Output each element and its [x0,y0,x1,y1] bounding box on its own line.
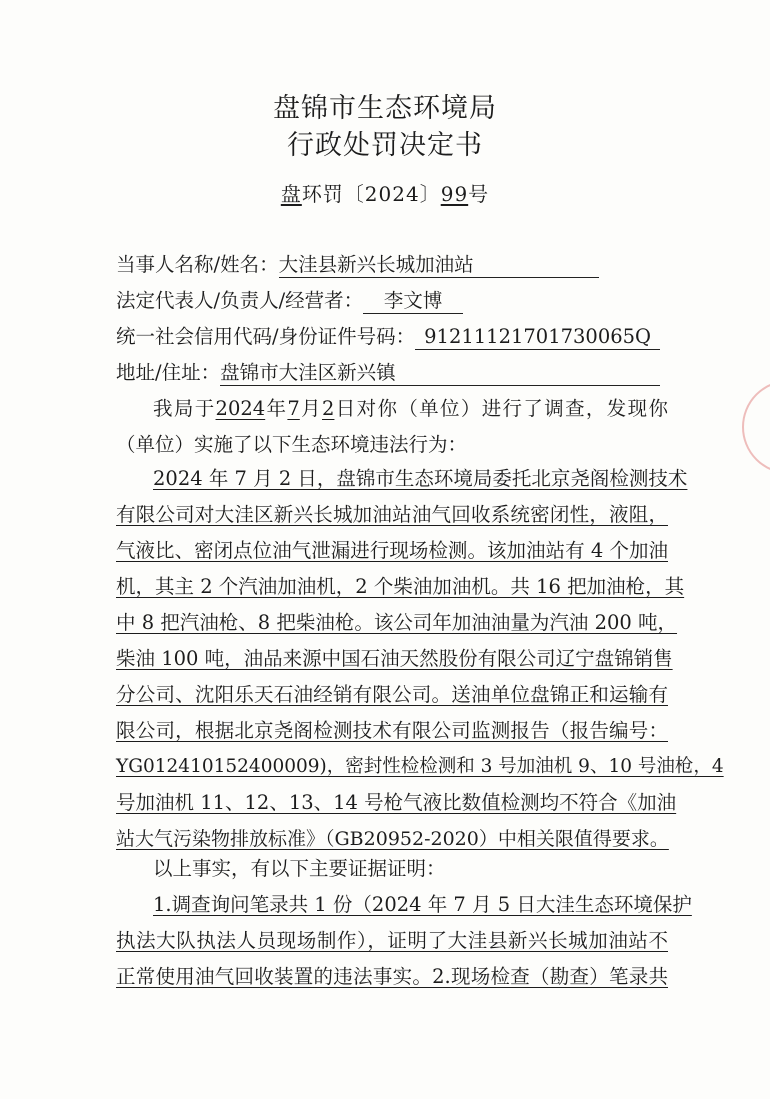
evidence-text: 执法大队执法人员现场制作），证明了大洼县新兴长城加油站不 [116,929,668,952]
violation-text: 气液比、密闭点位油气泄漏进行现场检测。该加油站有 4 个加油 [116,539,668,562]
intro-month: 7 [287,397,300,420]
evidence-line [153,892,692,920]
party-name-value: 大洼县新兴长城加油站 [279,253,599,278]
address-value: 盘锦市大洼区新兴镇 [220,361,660,386]
violation-text: 站大气污染物排放标准》（GB20952-2020）中相关限值得要求。 [116,828,669,850]
violation-line [116,790,677,818]
intro-day: 2 [322,397,335,420]
violation-text: 分公司、沈阳乐天石油经销有限公司。送油单位盘锦正和运输有 [116,683,668,706]
representative-field [116,288,463,314]
credit-code-field [116,324,660,350]
document-type-title: 行政处罚决定书 [287,130,483,161]
evidence-line [116,964,668,992]
intro-text-c: 月 [299,397,323,420]
violation-text: 2024 年 7 月 2 日，盘锦市生态环境局委托北京尧阁检测技术 [153,467,688,490]
violation-line [116,754,724,782]
doc-number-suffix: 号 [468,182,490,206]
doc-number-prefix: 盘 [280,182,302,206]
intro-line-2: （单位）实施了以下生态环境违法行为： [116,433,468,456]
intro-line-1 [153,396,668,424]
intro-text-d: 日对你（单位）进行了调查，发现你 [334,397,668,420]
representative-value: 李文博 [363,289,463,314]
violation-line [116,610,678,638]
party-name-label: 当事人名称/姓名： [116,253,279,276]
representative-label: 法定代表人/负责人/经营者： [116,289,364,312]
violation-line [153,466,688,494]
violation-line [116,682,668,710]
violation-line [116,538,668,566]
violation-text: 中 8 把汽油枪、8 把柴油枪。该公司年加油油量为汽油 200 吨， [116,611,678,634]
violation-text: YG012410152400009)，密封性检检测和 3 号加油机 9、10 号油枪，4 [116,756,724,777]
agency-title: 盘锦市生态环境局 [273,93,497,124]
violation-text: 柴油 100 吨，油品来源中国石油天然股份有限公司辽宁盘锦销售 [116,647,673,670]
address-field [116,360,660,386]
evidence-text: 正常使用油气回收装置的违法事实。2.现场检查（勘查）笔录共 [116,965,668,988]
credit-code-label: 统一社会信用代码/身份证件号码： [116,325,416,348]
credit-code-value: 91211121701730065Q [415,325,660,350]
violation-line [116,646,673,674]
intro-year: 2024 [215,397,266,420]
violation-line [116,574,685,602]
violation-line [116,718,668,746]
intro-text-b: 年 [265,397,288,420]
evidence-line [116,928,668,956]
red-seal-edge [742,380,770,474]
violation-text: 机，其主 2 个汽油加油机，2 个柴油加油机。共 16 把加油枪，其 [116,575,685,598]
violation-line [116,502,668,530]
doc-number-middle: 环罚〔2024〕 [301,182,441,206]
violation-text: 有限公司对大洼区新兴长城加油站油气回收系统密闭性，液阻， [116,503,668,526]
evidence-text: 1.调查询问笔录共 1 份（2024 年 7 月 5 日大洼生态环境保护 [153,893,692,916]
evidence-heading: 以上事实，有以下主要证据证明： [153,857,446,880]
intro-text-a: 我局于 [153,397,216,420]
address-label: 地址/住址： [116,361,221,384]
violation-text: 限公司，根据北京尧阁检测技术有限公司监测报告（报告编号： [116,719,668,742]
doc-number-num: 99 [440,182,469,206]
party-name-field [116,252,599,278]
violation-text: 号加油机 11、12、13、14 号枪气液比数值检测均不符合《加油 [116,791,677,814]
violation-line [116,826,668,854]
document-number [0,178,770,207]
